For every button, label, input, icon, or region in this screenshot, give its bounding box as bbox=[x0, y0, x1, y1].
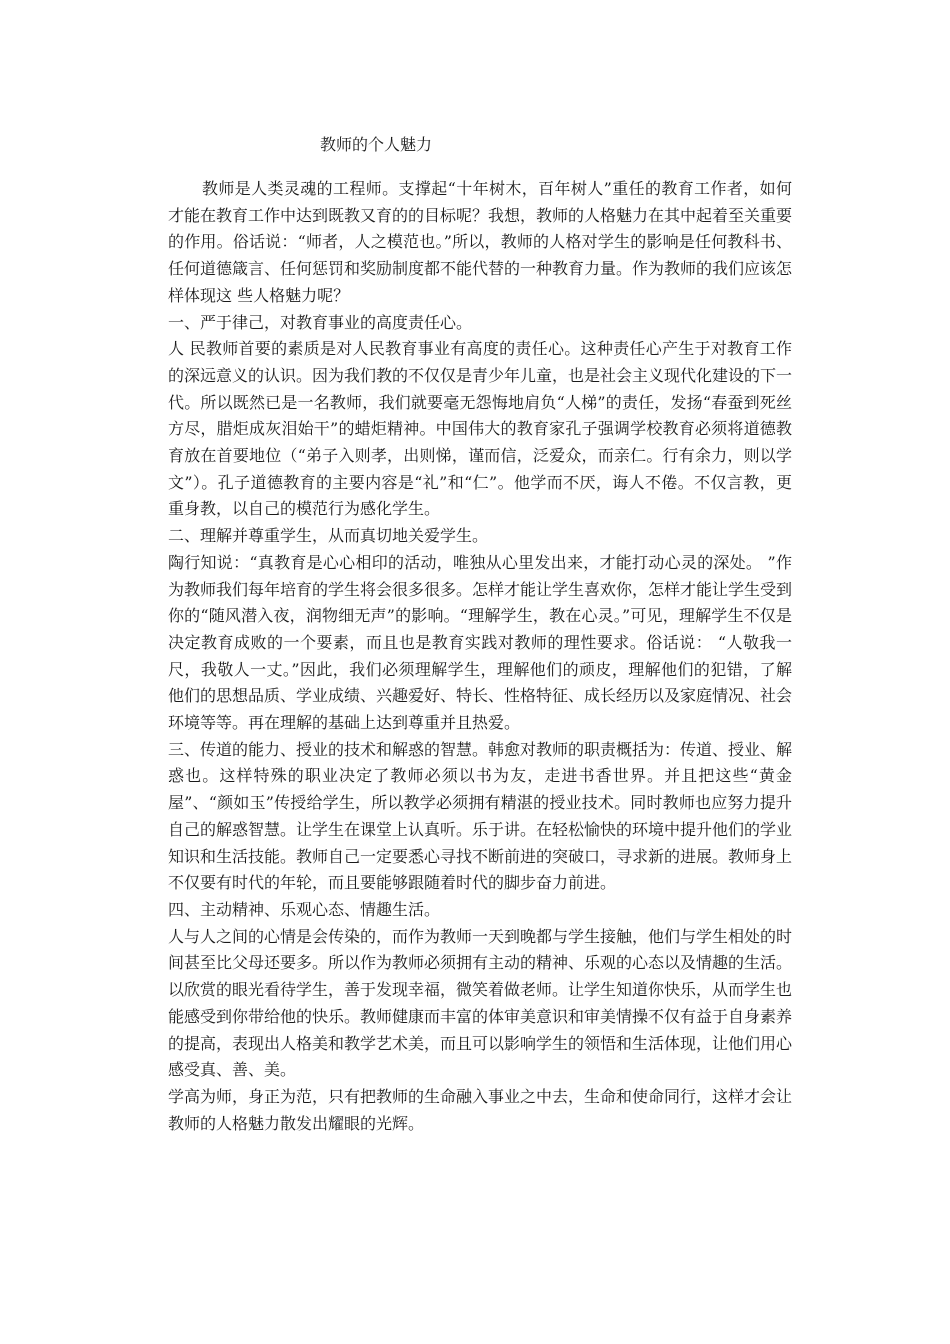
section-heading-4: 四、主动精神、乐观心态、情趣生活。 bbox=[168, 899, 441, 919]
paragraph-section-1: 人 民教师首要的素质是对人民教育事业有高度的责任心。这种责任心产生于对教育工作的深远意义的认识。因为我们教的不仅仅是青少年儿童，也是社会主义现代化建设的下一代。所以既然已是一名教师，我们就要毫无怨悔地肩负“人梯”的责任，发扬“春蚕到死丝方尽，腊炬成灰泪始干”的蜡炬精神。中国伟大的教育家孔子强调学校教育必须将道德教育放在首要地位（“弟子入则孝，出则悌，谨而信，泛爱众，而亲仁。行有余力，则以学文”）。孔子道德教育的主要内容是“礼”和“仁”。他学而不厌，诲人不倦。不仅言教，更重身教，以自己的模范行为感化学生。 bbox=[168, 339, 793, 519]
paragraph-section-2: 陶行知说：“真教育是心心相印的活动，唯独从心里发出来，才能打动心灵的深处。 ”作为教师我们每年培育的学生将会很多很多。怎样才能让学生喜欢你，怎样才能让学生受到你的“随风潜入夜，润物细无声”的影响。“理解学生，教在心灵。”可见，理解学生不仅是决定教育成败的一个要素，而且也是教育实践对教师的理性要求。俗话说： “人敬我一尺，我敬人一丈。”因此，我们必须理解学生，理解他们的顽皮，理解他们的犯错，了解他们的思想品质、学业成绩、兴趣爱好、特长、性格特征、成长经历以及家庭情况、社会环境等等。再在理解的基础上达到尊重并且热爱。 bbox=[168, 552, 793, 733]
document-title: 教师的个人魅力 bbox=[320, 135, 433, 154]
paragraph-section-3: 三、传道的能力、授业的技术和解惑的智慧。韩愈对教师的职责概括为：传道、授业、解惑也。这样特殊的职业决定了教师必须以书为友，走进书香世界。并且把这些“黄金屋”、“颜如玉”传授给学生，所以教学必须拥有精湛的授业技术。同时教师也应努力提升自己的解惑智慧。让学生在课堂上认真听。乐于讲。在轻松愉快的环境中提升他们的学业知识和生活技能。教师自己一定要悉心寻找不断前进的突破口，寻求新的进展。教师身上不仅要有时代的年轮，而且要能够跟随着时代的脚步奋力前进。 bbox=[168, 739, 793, 893]
document-body bbox=[168, 176, 792, 1137]
paragraph-section-4: 人与人之间的心情是会传染的，而作为教师一天到晚都与学生接触，他们与学生相处的时间甚至比父母还要多。所以作为教师必须拥有主动的精神、乐观的心态以及情趣的生活。以欣赏的眼光看待学生，善于发现幸福，微笑着做老师。让学生知道你快乐，从而学生也能感受到你带给他的快乐。教师健康而丰富的体审美意识和审美情操不仅有益于自身素养的提高，表现出人格美和教学艺术美，而且可以影响学生的领悟和生活体现，让他们用心感受真、善、美。 bbox=[168, 926, 793, 1080]
paragraph-intro: 教师是人类灵魂的工程师。支撑起“十年树木，百年树人”重任的教育工作者，如何才能在教育工作中达到既教又育的的目标呢？我想，教师的人格魅力在其中起着至关重要的作用。俗话说：“师者，人之模范也。”所以，教师的人格对学生的影响是任何教科书、任何道德箴言、任何惩罚和奖励制度都不能代替的一种教育力量。作为教师的我们应该怎样体现这 些人格魅力呢？ bbox=[168, 179, 793, 305]
section-heading-2: 二、理解并尊重学生，从而真切地关爱学生。 bbox=[168, 526, 489, 546]
section-heading-1: 一、严于律己，对教育事业的高度责任心。 bbox=[168, 312, 473, 332]
paragraph-conclusion: 学高为师，身正为范，只有把教师的生命融入事业之中去，生命和使命同行，这样才会让教师的人格魅力散发出耀眼的光辉。 bbox=[168, 1086, 793, 1133]
